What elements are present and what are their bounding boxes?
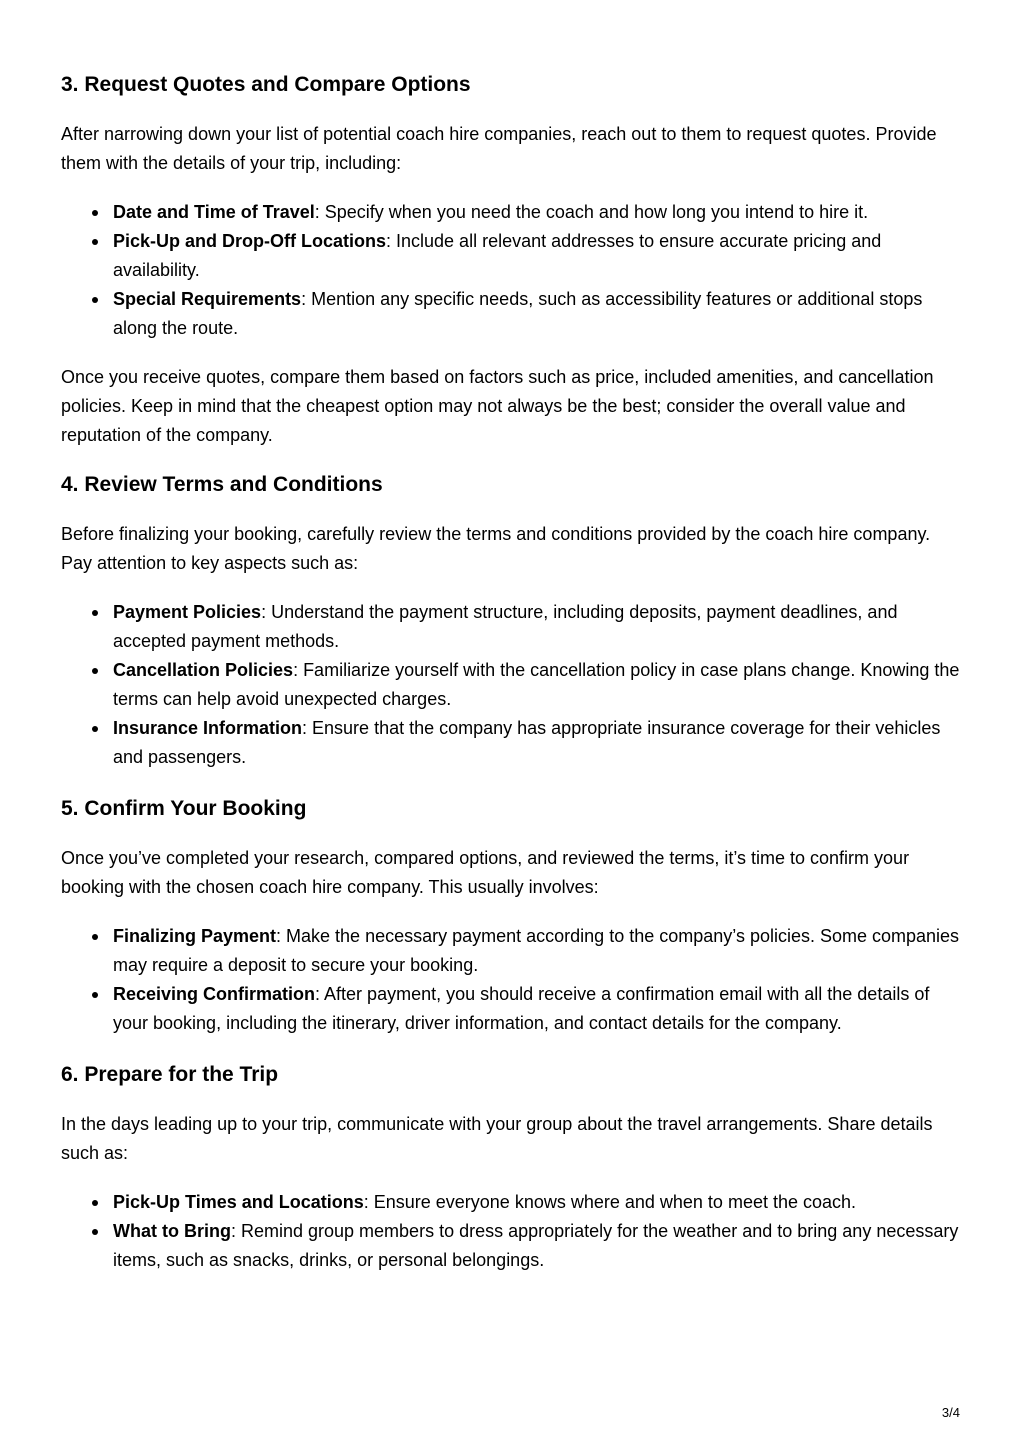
item-text: : Remind group members to dress appropriately for the weather and to bring any necessary items, such as snacks, drinks, or personal belongings. — [113, 1221, 959, 1270]
document-page — [61, 68, 961, 1275]
item-text: : Familiarize yourself with the cancellation policy in case plans change. Knowing the terms can help avoid unexpected charges. — [113, 660, 960, 709]
section-intro: Before finalizing your booking, carefully review the terms and conditions provided by the coach hire company. Pay attention to key aspects such as: — [61, 524, 931, 573]
list-item — [113, 1217, 961, 1275]
section-intro: After narrowing down your list of potential coach hire companies, reach out to them to request quotes. Provide them with the details of your trip, including: — [61, 124, 937, 173]
item-term: Date and Time of Travel — [113, 202, 315, 222]
list-item — [113, 285, 961, 343]
item-term: Finalizing Payment — [113, 926, 277, 946]
list-item — [113, 922, 961, 980]
bullet-list — [61, 922, 961, 1038]
item-text: : Understand the payment structure, including deposits, payment deadlines, and accepted payment methods. — [113, 602, 898, 651]
section-heading: 5. Confirm Your Booking — [61, 797, 307, 820]
item-term: Insurance Information — [113, 718, 303, 738]
item-term: Receiving Confirmation — [113, 984, 316, 1004]
section-heading: 4. Review Terms and Conditions — [61, 473, 383, 496]
item-text: : Ensure everyone knows where and when to meet the coach. — [363, 1192, 857, 1212]
section-intro: In the days leading up to your trip, communicate with your group about the travel arrangements. Share details such as: — [61, 1114, 933, 1163]
bullet-list — [61, 598, 961, 772]
bullet-list — [61, 198, 961, 343]
item-term: What to Bring — [113, 1221, 231, 1241]
item-text: : Include all relevant addresses to ensure accurate pricing and availability. — [113, 231, 882, 280]
list-item — [113, 227, 961, 285]
item-text: : After payment, you should receive a confirmation email with all the details of your booking, including the itinerary, driver information, and contact details for the company. — [113, 984, 930, 1033]
bullet-list — [61, 1188, 961, 1275]
section-heading: 6. Prepare for the Trip — [61, 1063, 279, 1086]
list-item — [113, 980, 961, 1038]
list-item — [113, 198, 961, 227]
item-term: Pick-Up Times and Locations — [113, 1192, 364, 1212]
item-text: : Make the necessary payment according to the company’s policies. Some companies may require a deposit to secure your booking. — [113, 926, 960, 975]
list-item — [113, 1188, 961, 1217]
list-item — [113, 714, 961, 772]
list-item — [113, 656, 961, 714]
item-term: Cancellation Policies — [113, 660, 294, 680]
list-item — [113, 598, 961, 656]
item-text: : Mention any specific needs, such as accessibility features or additional stops along the route. — [113, 289, 923, 338]
item-term: Payment Policies — [113, 602, 262, 622]
page-number: 3/4 — [941, 1405, 960, 1420]
item-term: Pick-Up and Drop-Off Locations — [113, 231, 387, 251]
section-heading: 3. Request Quotes and Compare Options — [61, 73, 471, 96]
item-text: : Specify when you need the coach and how long you intend to hire it. — [314, 202, 869, 222]
section-intro: Once you’ve completed your research, compared options, and reviewed the terms, it’s time to confirm your booking with the chosen coach hire company. This usually involves: — [61, 848, 910, 897]
section-outro: Once you receive quotes, compare them based on factors such as price, included amenities, and cancellation policies. Keep in mind that the cheapest option may not always be the best; consider the overall value and reputation of the company. — [61, 367, 934, 445]
item-text: : Ensure that the company has appropriate insurance coverage for their vehicles and passengers. — [113, 718, 941, 767]
item-term: Special Requirements — [113, 289, 302, 309]
